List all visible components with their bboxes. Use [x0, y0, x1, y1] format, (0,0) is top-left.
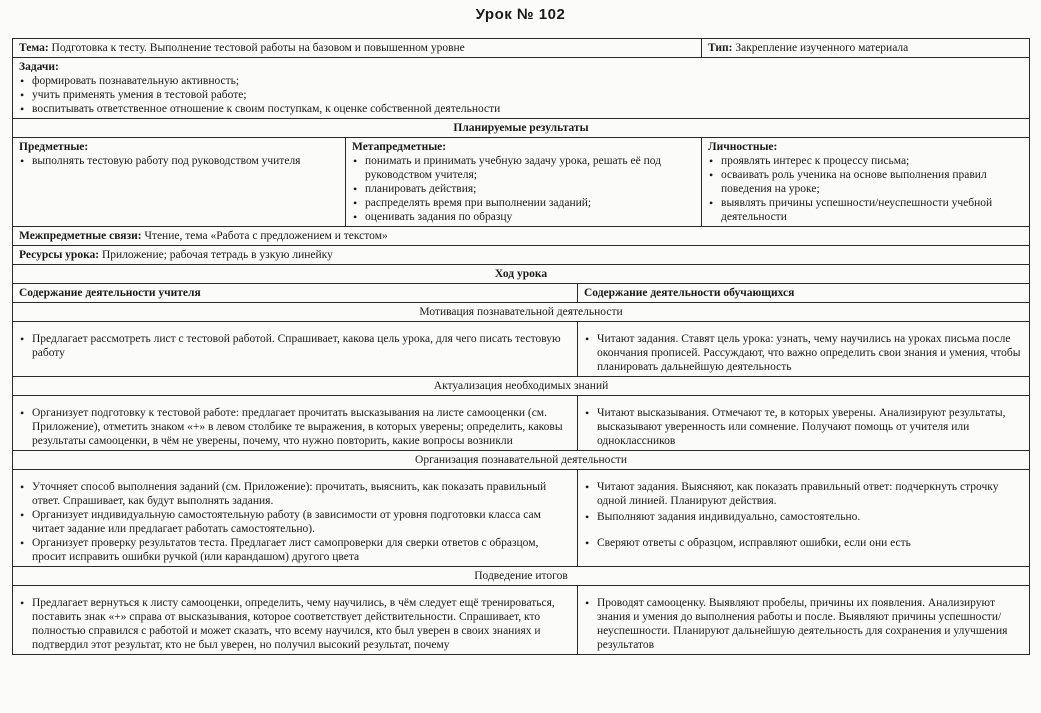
student-activity-cell: [578, 396, 1030, 451]
stage-heading-row: [13, 377, 1030, 396]
subject-results-list: [19, 154, 339, 168]
meta-result-item: • распределять время при выполнении заданий;: [352, 196, 695, 210]
tasks-row: [13, 58, 1030, 119]
meta-result-item: • планировать действия;: [352, 182, 695, 196]
stage-content-row: [13, 396, 1030, 451]
resources-label: Ресурсы урока:: [19, 249, 100, 261]
tasks-cell: [13, 58, 1030, 119]
meta-result-item: • оценивать задания по образцу: [352, 210, 695, 224]
meta-results-label: Метапредметные:: [352, 141, 447, 153]
teacher-activity-item: • Предлагает рассмотреть лист с тестовой работой. Спрашивает, какова цель урока, для чего писать тестовую работу: [19, 332, 571, 360]
topic-row: [13, 39, 1030, 58]
teacher-activity-cell: [13, 322, 578, 377]
interdisciplinary-label: Межпредметные связи:: [19, 230, 142, 242]
stage-heading: Актуализация необходимых знаний: [13, 377, 1030, 396]
course-columns-row: [13, 284, 1030, 303]
stage-heading: Организация познавательной деятельности: [13, 451, 1030, 470]
stage-content-row: [13, 586, 1030, 655]
tasks-list: [19, 74, 1023, 116]
planned-results-heading: Планируемые результаты: [13, 119, 1030, 138]
teacher-activity-list: [19, 596, 571, 652]
stage-content-row: [13, 470, 1030, 567]
type-cell: [702, 39, 1030, 58]
resources-cell: [13, 246, 1030, 265]
student-activity-cell: [578, 470, 1030, 567]
personal-results-cell: [702, 138, 1030, 227]
student-column-header: Содержание деятельности обучающихся: [578, 284, 1030, 303]
meta-result-item: • понимать и принимать учебную задачу урока, решать её под руководством учителя;: [352, 154, 695, 182]
stage-content-row: [13, 322, 1030, 377]
student-activity-list: [584, 596, 1023, 652]
personal-results-list: [708, 154, 1023, 224]
teacher-activity-cell: [13, 586, 578, 655]
personal-result-item: • проявлять интерес к процессу письма;: [708, 154, 1023, 168]
stage-heading-row: [13, 303, 1030, 322]
course-heading-row: [13, 265, 1030, 284]
stage-heading: Мотивация познавательной деятельности: [13, 303, 1030, 322]
lesson-title: Урок № 102: [475, 6, 566, 23]
teacher-activity-item: • Организует проверку результатов теста. Предлагает лист самопроверки для сверки ответов с образцом, просит исправить ошибки ручкой (или карандашом) другого цвета: [19, 536, 571, 564]
student-activity-item: • Читают высказывания. Отмечают те, в которых уверены. Анализируют результаты, высказывают уверенность или сомнение. Получают помощь от учителя или одноклассников: [584, 406, 1023, 448]
student-activity-item: • Читают задания. Ставят цель урока: узнать, чему научились на уроках письма после окончания прописей. Рассуждают, что важно определить свои знания и умения, чтобы планировать дальнейшую деятельность: [584, 332, 1023, 374]
student-activity-list: [584, 332, 1023, 374]
stage-heading-row: [13, 567, 1030, 586]
subject-results-cell: [13, 138, 346, 227]
student-activity-item: • Выполняют задания индивидуально, самостоятельно.: [584, 510, 1023, 524]
teacher-activity-item: • Организует индивидуальную самостоятельную работу (в зависимости от уровня подготовки класса сам читает задание или предлагает работать самостоятельно).: [19, 508, 571, 536]
student-activity-list: [584, 480, 1023, 550]
teacher-activity-item: • Предлагает вернуться к листу самооценки, определить, чему научились, в чём следует ещё тренироваться, поставить знак «+» справа от высказывания, которое соответствует действительности. Спрашивает, кто полностью справился с работой и может сказать, что всему научился, кто был уверен в своих знаниях и подтвердил этот результат, кто не был уверен, но получил высокий результат, почему: [19, 596, 571, 652]
type-value: Закрепление изученного материала: [735, 42, 909, 54]
planned-results-row: [13, 138, 1030, 227]
student-activity-item: • Сверяют ответы с образцом, исправляют ошибки, если они есть: [584, 536, 1023, 550]
teacher-activity-item: • Организует подготовку к тестовой работе: предлагает прочитать высказывания на листе самооценки (см. Приложение), отметить знаком «+» в левом столбике те выражения, в которых уверены; определить, каковы результаты самооценки, в чём не уверены, почему, что нужно повторить, какие вопросы возникли: [19, 406, 571, 448]
meta-results-cell: [346, 138, 702, 227]
tasks-label: Задачи:: [19, 61, 59, 73]
personal-results-label: Личностные:: [708, 141, 778, 153]
topic-cell: [13, 39, 702, 58]
task-item: • учить применять умения в тестовой работе;: [19, 88, 1023, 102]
teacher-activity-list: [19, 332, 571, 360]
student-activity-list: [584, 406, 1023, 448]
subject-result-item: • выполнять тестовую работу под руководством учителя: [19, 154, 339, 168]
teacher-activity-cell: [13, 396, 578, 451]
type-label: Тип:: [708, 42, 733, 54]
lesson-plan-table: [12, 38, 1030, 655]
stage-heading-row: [13, 451, 1030, 470]
planned-results-heading-row: [13, 119, 1030, 138]
student-activity-cell: [578, 586, 1030, 655]
student-activity-item: • Читают задания. Выясняют, как показать правильный ответ: подчеркнуть строчку одной линией. Планируют действия.: [584, 480, 1023, 508]
teacher-activity-list: [19, 406, 571, 448]
task-item: • воспитывать ответственное отношение к своим поступкам, к оценке собственной деятельности: [19, 102, 1023, 116]
resources-row: [13, 246, 1030, 265]
teacher-activity-item: • Уточняет способ выполнения заданий (см. Приложение): прочитать, выяснить, как показать правильный ответ. Спрашивает, как будут выполнять задания.: [19, 480, 571, 508]
personal-result-item: • выявлять причины успешности/неуспешности учебной деятельности: [708, 196, 1023, 224]
teacher-activity-list: [19, 480, 571, 564]
subject-results-label: Предметные:: [19, 141, 89, 153]
topic-value: Подготовка к тесту. Выполнение тестовой работы на базовом и повышенном уровне: [51, 42, 465, 54]
interdisciplinary-cell: [13, 227, 1030, 246]
task-item: • формировать познавательную активность;: [19, 74, 1023, 88]
student-activity-cell: [578, 322, 1030, 377]
interdisciplinary-row: [13, 227, 1030, 246]
resources-value: Приложение; рабочая тетрадь в узкую линейку: [101, 249, 333, 261]
stage-heading: Подведение итогов: [13, 567, 1030, 586]
topic-label: Тема:: [19, 42, 49, 54]
course-heading: Ход урока: [13, 265, 1030, 284]
teacher-activity-cell: [13, 470, 578, 567]
meta-results-list: [352, 154, 695, 224]
teacher-column-header: Содержание деятельности учителя: [13, 284, 578, 303]
student-activity-item: • Проводят самооценку. Выявляют пробелы, причины их появления. Анализируют знания и умения до выполнения работы и после. Выявляют причины успешности/неуспешности. Планируют дальнейшую деятельность для сохранения и улучшения результатов: [584, 596, 1023, 652]
personal-result-item: • осваивать роль ученика на основе выполнения правил поведения на уроке;: [708, 168, 1023, 196]
interdisciplinary-value: Чтение, тема «Работа с предложением и текстом»: [144, 230, 388, 242]
